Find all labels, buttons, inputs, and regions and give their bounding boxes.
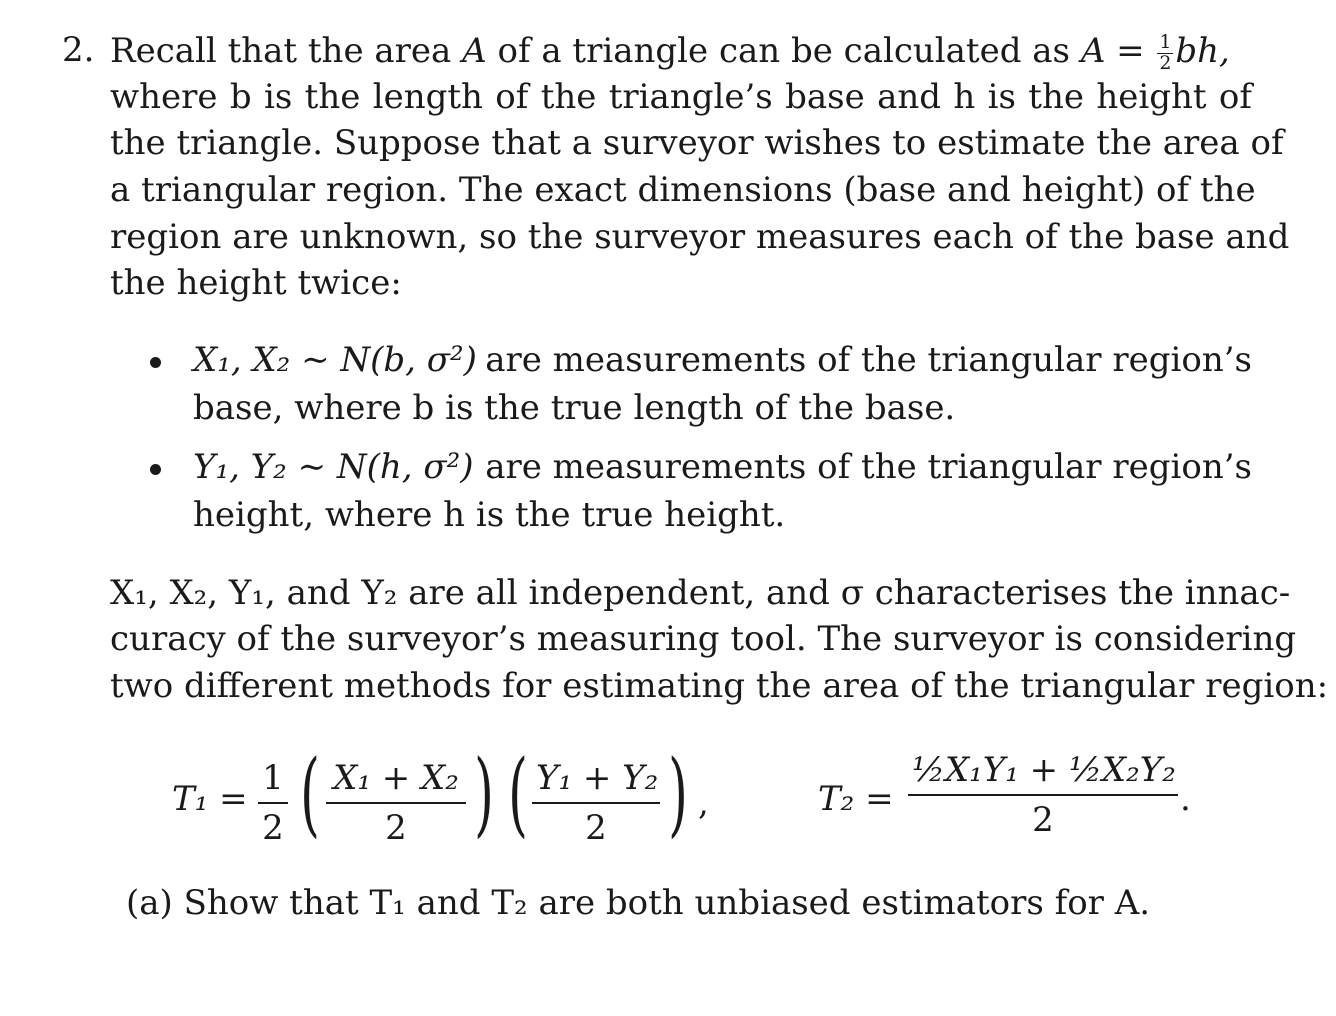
part-a: (a) Show that T₁ and T₂ are both unbiased estimators for A. (126, 883, 1151, 923)
bullet-1-line-1 (193, 340, 1252, 380)
independence-line-3: two different methods for estimating the area of the triangular region: (110, 666, 1329, 706)
t2-period: . (1180, 779, 1191, 819)
bullet-2-line-2: height, where h is the true height. (193, 495, 786, 535)
t2-fraction: ½X₁Y₁ + ½X₂Y₂ 2 (908, 750, 1178, 840)
intro-line-1 (110, 33, 1252, 73)
independence-line-1: X₁, X₂, Y₁, and Y₂ are all independent, and σ characterises the innac- (110, 573, 1291, 613)
t1-comma: , (698, 783, 709, 823)
bullet-2-math: Y₁, Y₂ ∼ N(h, σ²) (193, 447, 474, 487)
t1-paren-open-1: ( (300, 740, 320, 847)
t1-paren-open-2: ( (508, 740, 528, 847)
intro-line-6: the height twice: (110, 263, 402, 303)
t1-paren-close-1: ) (474, 740, 494, 847)
problem-number: 2. (62, 30, 95, 70)
t1-label: T₁ = (172, 779, 248, 819)
intro-line-5: region are unknown, so the surveyor measures each of the base and (110, 217, 1290, 257)
bullet-1-math: X₁, X₂ ∼ N(b, σ²) (193, 340, 477, 380)
independence-line-2: curacy of the surveyor’s measuring tool. The surveyor is considering (110, 619, 1297, 659)
t1-y-fraction: Y₁ + Y₂ 2 (532, 758, 660, 848)
intro-line-1-text: Recall that the area A of a triangle can be calculated as A = $\frac{1}{2}$ bh, (110, 31, 1230, 74)
bullet-2-text: are measurements of the triangular region’s (485, 447, 1252, 487)
t1-paren-close-2: ) (668, 740, 688, 847)
intro-line-4: a triangular region. The exact dimensions (base and height) of the (110, 170, 1256, 210)
bullet-dot-1 (150, 357, 161, 368)
t2-label: T₂ = (818, 779, 894, 819)
intro-line-2: where b is the length of the triangle’s base and h is the height of (110, 77, 1252, 117)
bullet-1-text: are measurements of the triangular region’s (485, 340, 1252, 380)
intro-line-3: the triangle. Suppose that a surveyor wishes to estimate the area of (110, 123, 1284, 163)
t1-x-fraction: X₁ + X₂ 2 (326, 758, 466, 848)
bullet-dot-2 (150, 464, 161, 475)
bullet-1-line-2: base, where b is the true length of the base. (193, 388, 956, 428)
bullet-2-line-1 (193, 447, 1252, 487)
half-fraction: $\frac{1}{2}$ (1159, 32, 1172, 74)
t1-half-fraction: 1 2 (258, 758, 288, 848)
